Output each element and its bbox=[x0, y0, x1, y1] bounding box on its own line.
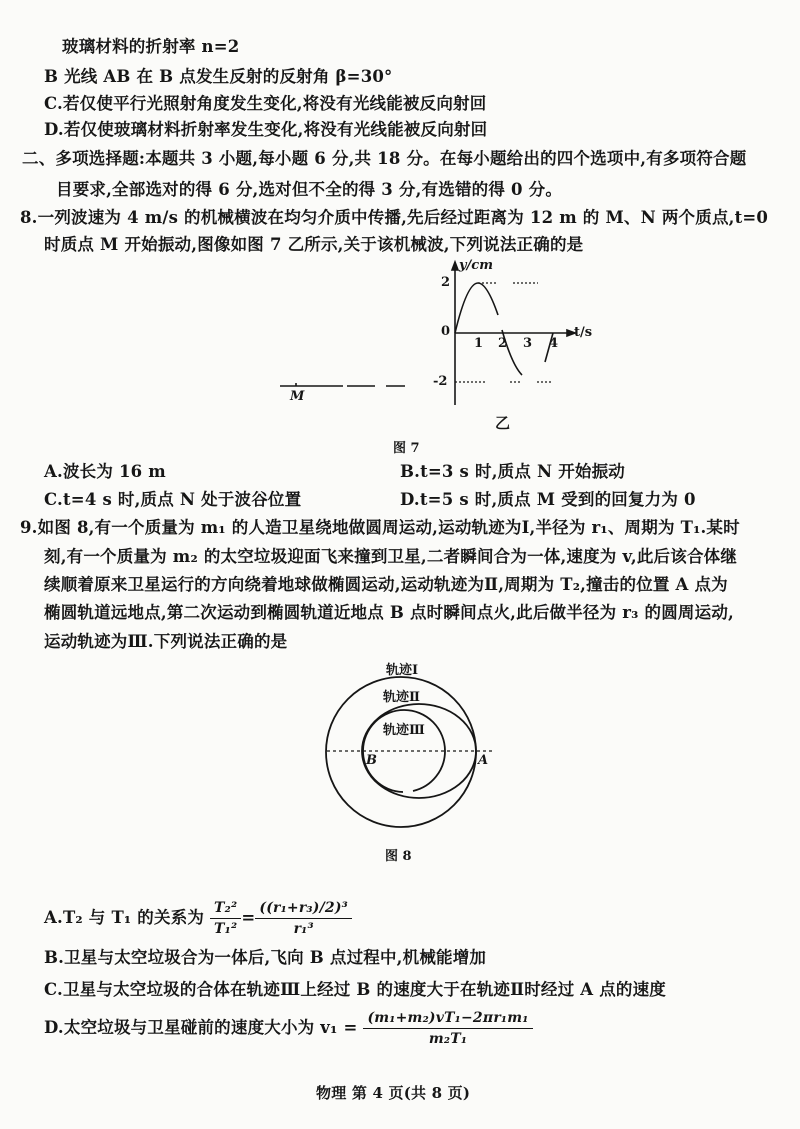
section-heading: 二、多项选择题:本题共 3 小题,每小题 6 分,共 18 分。在每小题给出的四个选项中,有多项符合题 bbox=[22, 149, 747, 168]
x-tick: 1 bbox=[474, 336, 484, 351]
q9-stem-cont: 运动轨迹为Ⅲ.下列说法正确的是 bbox=[44, 632, 288, 651]
point-m-label: M bbox=[290, 389, 305, 404]
numerator: ((r₁+r₃)/2)³ bbox=[255, 898, 352, 919]
point-b-label: B bbox=[366, 753, 377, 768]
point-a-label: A bbox=[478, 753, 489, 768]
radius-ratio-fraction bbox=[255, 898, 352, 939]
figure-7-caption: 图 7 bbox=[393, 441, 420, 456]
x-axis-label: t/s bbox=[574, 325, 593, 340]
x-tick: 2 bbox=[498, 336, 508, 351]
q8-stem: 8.一列波速为 4 m/s 的机械横波在均匀介质中传播,先后经过距离为 12 m 的 M、N 两个质点,t=0 bbox=[20, 208, 769, 227]
y-axis-label: y/cm bbox=[459, 258, 493, 273]
q7-option-a-continuation: 玻璃材料的折射率 n=2 bbox=[62, 37, 240, 56]
figure-8-caption: 图 8 bbox=[385, 849, 412, 864]
q7-option-c: C.若仅使平行光照射角度发生变化,将没有光线能被反向射回 bbox=[44, 94, 487, 113]
q8-stem-cont: 时质点 M 开始振动,图像如图 7 乙所示,关于该机械波,下列说法正确的是 bbox=[44, 235, 584, 254]
q8-option-b: B.t=3 s 时,质点 N 开始振动 bbox=[400, 462, 626, 481]
option-d-text: D.太空垃圾与卫星碰前的速度大小为 v₁ = bbox=[44, 1018, 358, 1037]
numerator: T₂² bbox=[210, 898, 241, 919]
q9-stem-cont: 刻,有一个质量为 m₂ 的太空垃圾迎面飞来撞到卫星,二者瞬间合为一体,速度为 v,此后该合体继 bbox=[44, 547, 738, 566]
page-footer: 物理 第 4 页(共 8 页) bbox=[316, 1084, 471, 1102]
y-tick: -2 bbox=[433, 374, 448, 389]
denominator: T₁² bbox=[214, 921, 238, 937]
q9-option-b: B.卫星与太空垃圾合为一体后,飞向 B 点过程中,机械能增加 bbox=[44, 948, 487, 967]
velocity-fraction bbox=[363, 1008, 532, 1049]
orbit-3-label: 轨迹Ⅲ bbox=[383, 723, 425, 738]
figure-sub-caption: 乙 bbox=[495, 414, 511, 432]
q9-option-c: C.卫星与太空垃圾的合体在轨迹Ⅲ上经过 B 的速度大于在轨迹Ⅱ时经过 A 点的速度 bbox=[44, 980, 667, 999]
q9-stem-cont: 椭圆轨道远地点,第二次运动到椭圆轨道近地点 B 点时瞬间点火,此后做半径为 r₃ 的圆周运动, bbox=[44, 603, 734, 622]
x-tick: 4 bbox=[549, 336, 559, 351]
period-ratio-fraction bbox=[210, 898, 241, 939]
y-tick: 0 bbox=[441, 324, 451, 339]
q8-option-c: C.t=4 s 时,质点 N 处于波谷位置 bbox=[44, 490, 302, 509]
q9-option-d bbox=[44, 1008, 533, 1049]
q9-stem: 9.如图 8,有一个质量为 m₁ 的人造卫星绕地做圆周运动,运动轨迹为Ⅰ,半径为 r₁、周期为 T₁.某时 bbox=[20, 518, 740, 537]
y-tick: 2 bbox=[441, 275, 451, 290]
q9-option-a: A.T₂ 与 T₁ 的关系为 $\frac{\text{T₂²}}{\text{T₁²}}$ = $\frac{\text{((r₁+r₃)/2)³}}{\text{r₁³}}$ bbox=[44, 898, 352, 939]
q8-option-a: A.波长为 16 m bbox=[44, 462, 166, 481]
x-tick: 3 bbox=[523, 336, 533, 351]
section-heading-cont: 目要求,全部选对的得 6 分,选对但不全的得 3 分,有选错的得 0 分。 bbox=[56, 180, 563, 199]
q8-option-d: D.t=5 s 时,质点 M 受到的回复力为 0 bbox=[400, 490, 696, 509]
numerator: (m₁+m₂)vT₁−2πr₁m₁ bbox=[363, 1008, 532, 1029]
q7-option-d: D.若仅使玻璃材料折射率发生变化,将没有光线能被反向射回 bbox=[44, 120, 488, 139]
denominator: r₁³ bbox=[293, 921, 314, 937]
orbit-1-label: 轨迹Ⅰ bbox=[386, 663, 419, 678]
orbit-2-label: 轨迹Ⅱ bbox=[383, 690, 420, 705]
q9-stem-cont: 续顺着原来卫星运行的方向绕着地球做椭圆运动,运动轨迹为Ⅱ,周期为 T₂,撞击的位置 A 点为 bbox=[44, 575, 728, 594]
q7-option-b: B 光线 AB 在 B 点发生反射的反射角 β=30° bbox=[44, 67, 393, 86]
option-a-text: A.T₂ 与 T₁ 的关系为 bbox=[44, 908, 205, 927]
denominator: m₂T₁ bbox=[428, 1031, 468, 1047]
